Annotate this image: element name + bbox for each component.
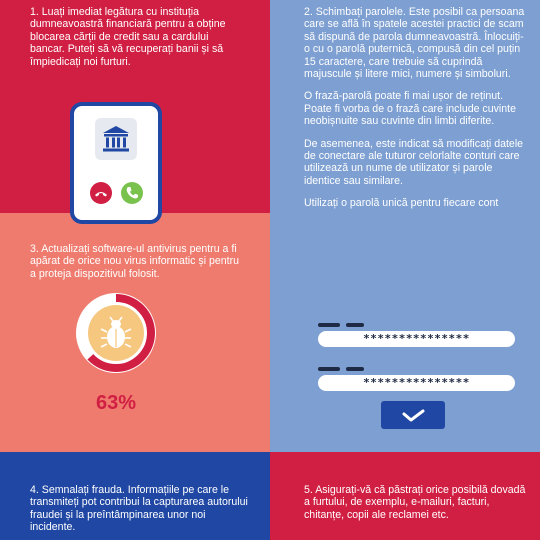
step-3-text: 3. Actualizați software-ul antivirus pentru a fi apărat de orice nou virus informatic și pentru a proteja dispozitivul folosit.	[30, 243, 240, 280]
step-2-paragraph: Utilizați o parolă unică pentru fiecare cont	[304, 197, 499, 210]
label-dash	[318, 323, 340, 327]
antivirus-percent: 63%	[95, 392, 137, 414]
step-1-text: 1. Luați imediat legătura cu instituția dumneavoastră financiară pentru a obține blocarea cărții de credit sau a cardului bancar. Puteți să vă recuperați banii și să împiedicați noi furturi.	[30, 6, 226, 68]
step-5-text: 5. Asigurați-vă că păstrați orice posibilă dovadă a furtului, de exemplu, e-mailuri, facturi, chitanțe, copii ale reclamei etc.	[304, 484, 526, 521]
checkmark-icon	[381, 401, 445, 429]
step-5-panel	[270, 452, 540, 540]
phone-illustration	[70, 102, 162, 224]
step-2-paragraph: De asemenea, este indicat să modificați datele de conectare ale tuturor celorlalte conturi care utilizează un nume de utilizator și parole identice sau similare.	[304, 137, 524, 187]
submit-button	[381, 401, 445, 429]
step-4-panel	[0, 452, 270, 540]
password-field: ***************	[318, 331, 515, 347]
bank-icon	[95, 118, 137, 160]
step-2-text-block	[304, 6, 526, 220]
step-4-text: 4. Semnalați frauda. Informațiile pe care le transmiteți pot contribui la capturarea autorului fraudei și la preîntâmpinarea unor noi incidente.	[30, 484, 248, 534]
label-dash	[346, 367, 364, 371]
decline-call-icon	[90, 182, 112, 204]
password-field: ***************	[318, 375, 515, 391]
step-2-paragraph: 2. Schimbați parolele. Este posibil ca persoana care se află în spatele acestei practici de scam să dispună de parola dumneavoastră. Înlocuiți-o cu o parolă puternică, compusă din cel puțin 15 caractere, care trebuie să cuprindă majuscule și litere mici, numere și simboluri.	[304, 6, 525, 81]
step-2-paragraph: O frază-parolă poate fi mai ușor de reținut. Poate fi vorba de o frază care include cuvinte neobișnuite sau cuvinte din limbi diferite.	[304, 90, 516, 128]
antivirus-progress-gauge	[75, 292, 157, 379]
label-dash	[346, 323, 364, 327]
label-dash	[318, 367, 340, 371]
accept-call-icon	[121, 182, 143, 204]
